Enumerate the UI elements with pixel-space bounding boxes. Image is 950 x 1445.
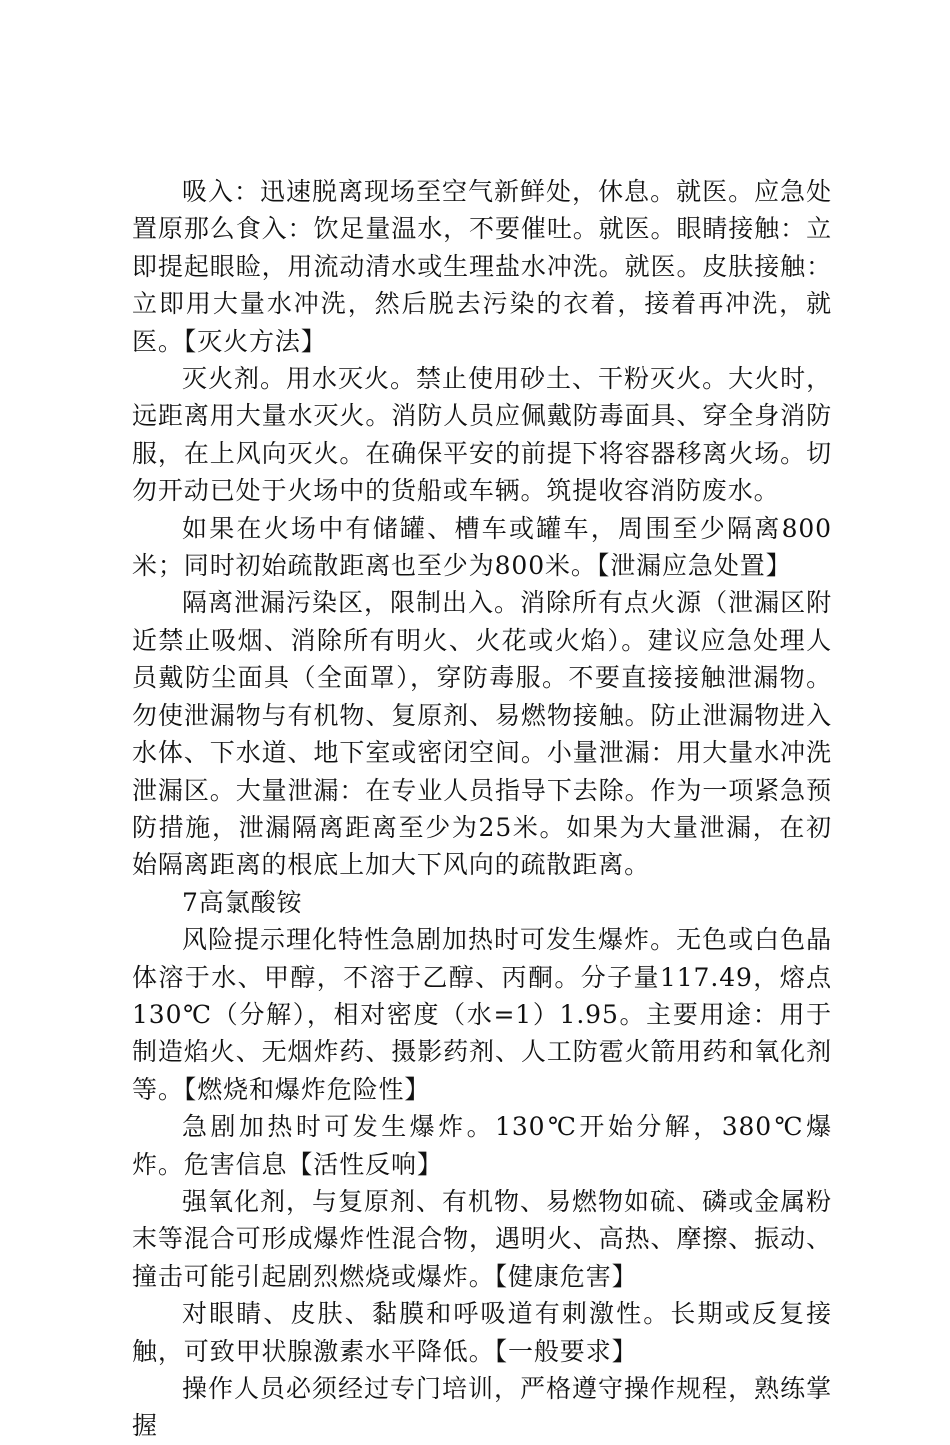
paragraph-properties: 风险提示理化特性急剧加热时可发生爆炸。无色或白色晶体溶于水、甲醇，不溶于乙醇、丙酮。分子量117.49，熔点130℃（分解），相对密度（水=1）1.95。主要用途：用于制造焰火、无烟炸药、摄影药剂、人工防雹火箭用药和氧化剂等。【燃烧和爆炸危险性】 [132, 925, 832, 1104]
section-heading-ammonium-perchlorate: 7高氯酸铵 [182, 887, 303, 917]
paragraph-leak-response: 隔离泄漏污染区，限制出入。消除所有点火源（泄漏区附近禁止吸烟、消除所有明火、火花或火焰）。建议应急处理人员戴防尘面具（全面罩），穿防毒服。不要直接接触泄漏物。勿使泄漏物与有机物、复原剂、易燃物接触。防止泄漏物进入水体、下水道、地下室或密闭空间。小量泄漏：用大量水冲洗泄漏区。大量泄漏：在专业人员指导下去除。作为一项紧急预防措施，泄漏隔离距离至少为25米。如果为大量泄漏，在初始隔离距离的根底上加大下风向的疏散距离。 [132, 588, 832, 880]
document-body [132, 173, 832, 1445]
paragraph-isolation-distance: 如果在火场中有储罐、槽车或罐车，周围至少隔离800米；同时初始疏散距离也至少为800米。【泄漏应急处置】 [132, 513, 832, 581]
paragraph-extinguishing: 灭火剂。用水灭火。禁止使用砂土、干粉灭火。大火时，远距离用大量水灭火。消防人员应佩戴防毒面具、穿全身消防服，在上风向灭火。在确保平安的前提下将容器移离火场。切勿开动已处于火场中的货船或车辆。筑提收容消防废水。 [132, 364, 832, 506]
paragraph-general-requirements: 操作人员必须经过专门培训，严格遵守操作规程，熟练掌握 [132, 1374, 832, 1441]
paragraph-first-aid: 吸入：迅速脱离现场至空气新鲜处，休息。就医。应急处置原那么食入：饮足量温水，不要催吐。就医。眼睛接触：立即提起眼睑，用流动清水或生理盐水冲洗。就医。皮肤接触：立即用大量水冲洗，然后脱去污染的衣着，接着再冲洗，就医。【灭火方法】 [132, 177, 832, 356]
paragraph-explosion-hazard: 急剧加热时可发生爆炸。130℃开始分解，380℃爆炸。危害信息【活性反响】 [132, 1112, 832, 1179]
paragraph-reactivity: 强氧化剂，与复原剂、有机物、易燃物如硫、磷或金属粉末等混合可形成爆炸性混合物，遇明火、高热、摩擦、振动、撞击可能引起剧烈燃烧或爆炸。【健康危害】 [132, 1186, 832, 1291]
paragraph-health-hazard: 对眼睛、皮肤、黏膜和呼吸道有刺激性。长期或反复接触，可致甲状腺激素水平降低。【一般要求】 [132, 1299, 832, 1366]
